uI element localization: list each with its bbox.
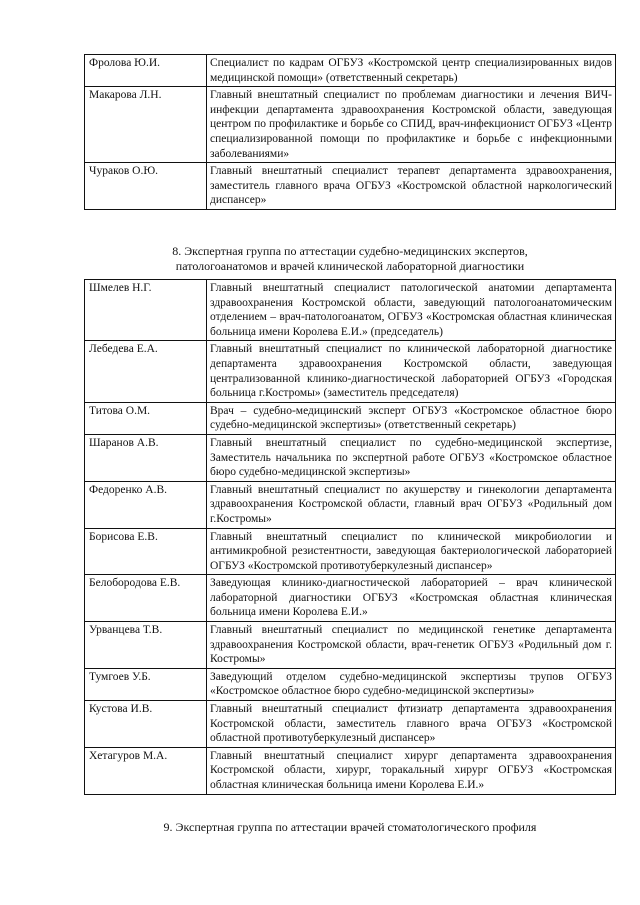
staff-table-continued (84, 54, 616, 210)
table-row (85, 55, 616, 87)
section-9-heading: 9. Экспертная группа по аттестации врачей стоматологического профиля (163, 820, 537, 834)
member-role: Главный внештатный специалист терапевт департамента здравоохранения, заместитель главного врача ОГБУЗ «Костромской областной наркологический диспансер» (207, 163, 616, 210)
expert-group-8-table (84, 279, 616, 795)
member-role: Главный внештатный специалист по клинической микробиологии и антимикробной резистентности, заведующая бактериологической лабораторией ОГБУЗ «Костромской противотуберкулезный диспансер» (207, 528, 616, 575)
member-name: Шмелев Н.Г. (85, 280, 207, 341)
member-role: Заведующая клинико-диагностической лабораторией – врач клинической лабораторной диагностики ОГБУЗ «Костромская областная клиническая больница имени Королева Е.И.» (207, 575, 616, 622)
section-8-heading-line-1: 8. Экспертная группа по аттестации судебно-медицинских экспертов, (172, 244, 528, 258)
member-name: Фролова Ю.И. (85, 55, 207, 87)
table-row (85, 402, 616, 434)
member-name: Федоренко А.В. (85, 481, 207, 528)
member-role: Главный внештатный специалист по акушерству и гинекологии департамента здравоохранения Костромской области, главный врач ОГБУЗ «Родильный дом г.Костромы» (207, 481, 616, 528)
table-row (85, 341, 616, 402)
member-role: Главный внештатный специалист хирург департамента здравоохранения Костромской области, хирург, торакальный хирург ОГБУЗ «Костромская областная клиническая больница имени Королева Е.И.» (207, 747, 616, 794)
member-name: Хетагуров М.А. (85, 747, 207, 794)
member-role: Главный внештатный специалист патологической анатомии департамента здравоохранения Костромской области, заведующий патологоанатомическим отделением – врач-патологоанатом, ОГБУЗ «Костромская областная клиническая больница имени Королева Е.И.» (председатель) (207, 280, 616, 341)
member-name: Белобородова Е.В. (85, 575, 207, 622)
member-name: Шаранов А.В. (85, 434, 207, 481)
member-name: Титова О.М. (85, 402, 207, 434)
member-role: Главный внештатный специалист по медицинской генетике департамента здравоохранения Костромской области, врач-генетик ОГБУЗ «Родильный дом г. Костромы» (207, 622, 616, 669)
member-role: Главный внештатный специалист по клинической лабораторной диагностике департамента здравоохранения Костромской области, заведующая централизованной клинико-диагностической лабораторией ОГБУЗ «Городская больница г.Костромы» (заместитель председателя) (207, 341, 616, 402)
section-8-heading-line-2: патологоанатомов и врачей клинической лабораторной диагностики (175, 259, 525, 273)
member-role: Главный внештатный специалист фтизиатр департамента здравоохранения Костромской области, заместитель главного врача ОГБУЗ «Костромской областной противотуберкулезный диспансер» (207, 701, 616, 748)
member-name: Чураков О.Ю. (85, 163, 207, 210)
table-row (85, 622, 616, 669)
table-row (85, 575, 616, 622)
table-row (85, 163, 616, 210)
table-row (85, 668, 616, 700)
table-row (85, 87, 616, 163)
member-role: Главный внештатный специалист по судебно-медицинской экспертизе, Заместитель начальника по экспертной работе ОГБУЗ «Костромское областное бюро судебно-медицинской экспертизы» (207, 434, 616, 481)
member-role: Специалист по кадрам ОГБУЗ «Костромской центр специализированных видов медицинской помощи» (ответственный секретарь) (207, 55, 616, 87)
member-role: Врач – судебно-медицинский эксперт ОГБУЗ «Костромское областное бюро судебно-медицинской экспертизы» (ответственный секретарь) (207, 402, 616, 434)
member-name: Лебедева Е.А. (85, 341, 207, 402)
member-name: Борисова Е.В. (85, 528, 207, 575)
section-8-heading (84, 244, 616, 274)
table-row (85, 747, 616, 794)
member-role: Заведующий отделом судебно-медицинской экспертизы трупов ОГБУЗ «Костромское областное бюро судебно-медицинской экспертизы» (207, 668, 616, 700)
table-row (85, 280, 616, 341)
table-row (85, 434, 616, 481)
member-name: Кустова И.В. (85, 701, 207, 748)
table-row (85, 528, 616, 575)
table-row (85, 481, 616, 528)
table-row (85, 701, 616, 748)
member-name: Урванцева Т.В. (85, 622, 207, 669)
member-role: Главный внештатный специалист по проблемам диагностики и лечения ВИЧ-инфекции департамента здравоохранения Костромской области, заведующая центром по профилактике и борьбе со СПИД, врач-инфекционист ОГБУЗ «Центр специализированной помощи по профилактике и борьбе с инфекционными заболеваниями» (207, 87, 616, 163)
member-name: Макарова Л.Н. (85, 87, 207, 163)
member-name: Тумгоев У.Б. (85, 668, 207, 700)
